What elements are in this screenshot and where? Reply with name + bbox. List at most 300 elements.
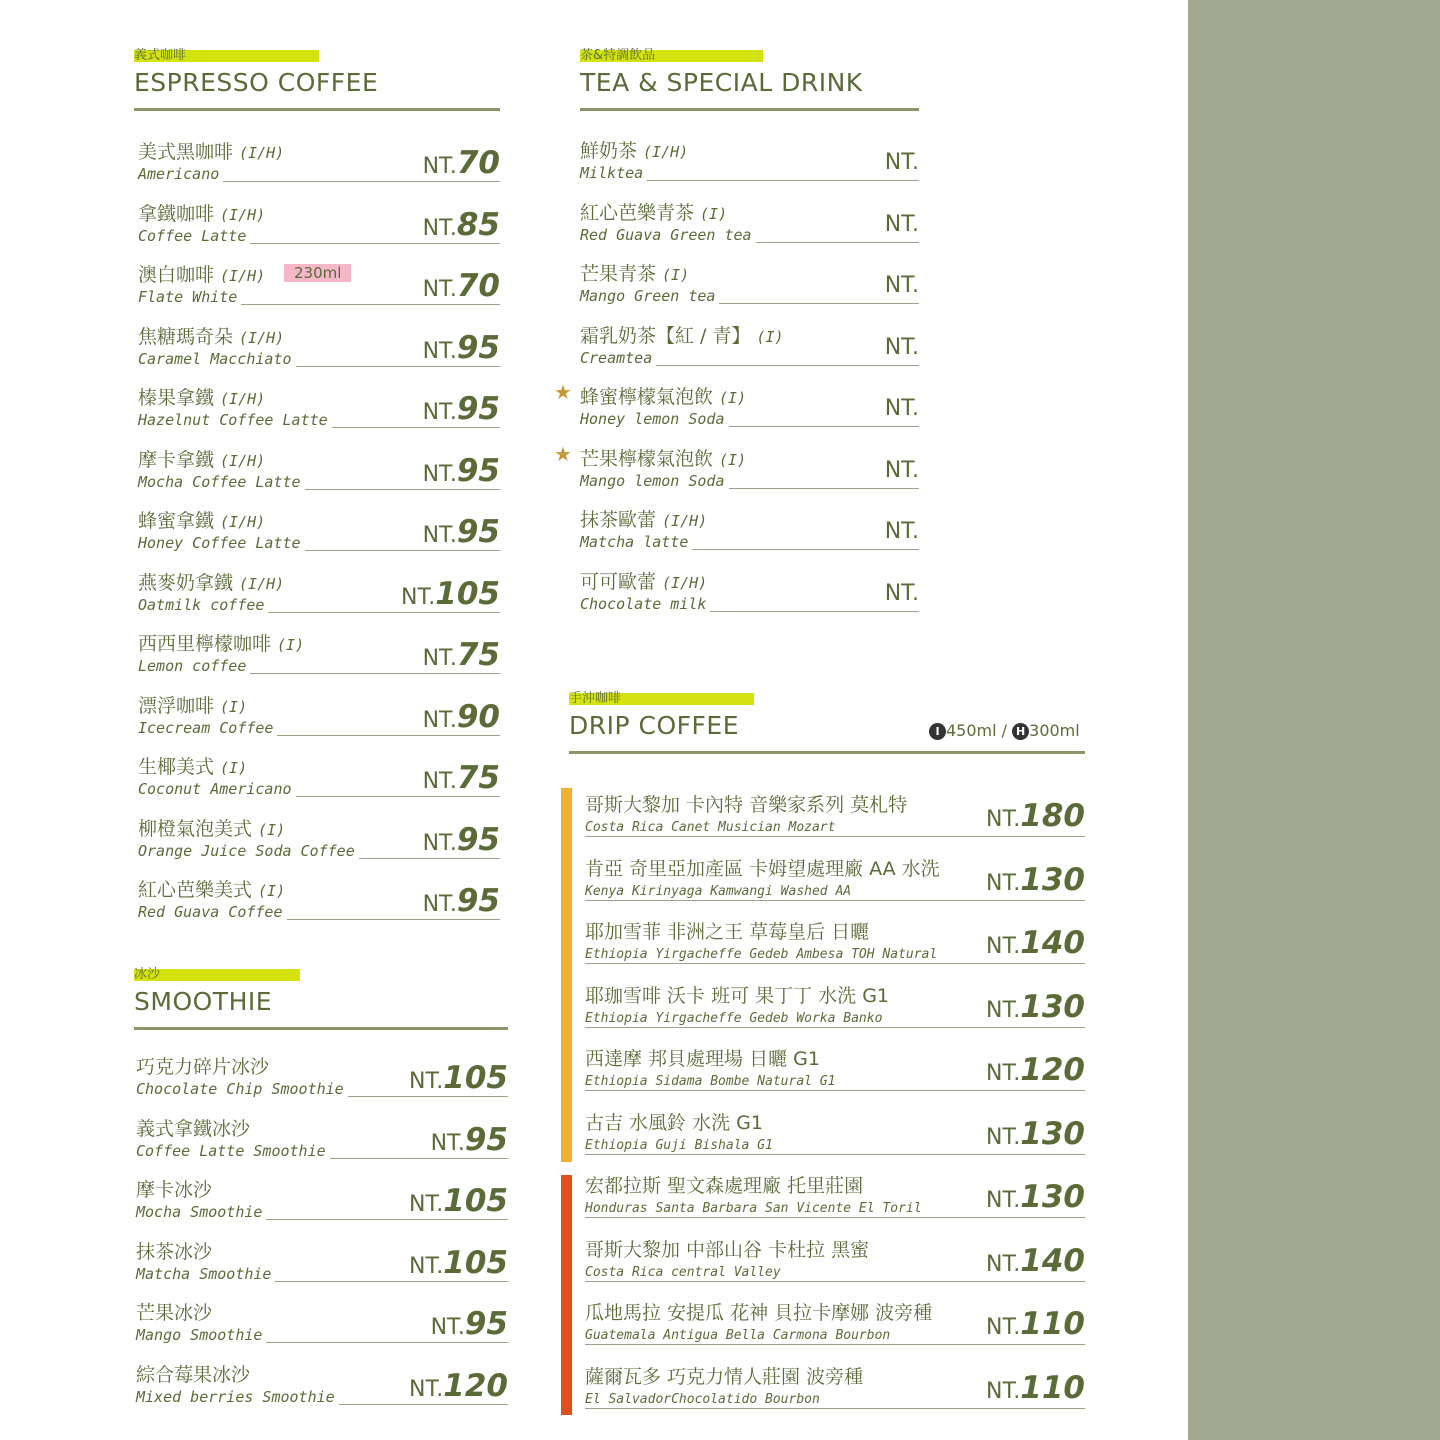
price-value: 70	[456, 145, 500, 181]
menu-item	[580, 136, 919, 194]
item-price	[405, 1368, 508, 1404]
item-name-zh	[585, 854, 940, 881]
item-name-en: Matcha Smoothie	[136, 1265, 275, 1283]
item-name-zh	[585, 1235, 869, 1262]
item-name-zh	[580, 382, 746, 409]
currency: NT.	[884, 457, 919, 483]
item-name-zh-text: 哥斯大黎加 卡內特 音樂家系列 莫札特	[585, 794, 908, 816]
item-price	[419, 699, 500, 735]
menu-item	[136, 1360, 508, 1418]
iced-icon: I	[929, 723, 946, 740]
item-name-zh-text: 西達摩 邦貝處理場 日曬 G1	[585, 1048, 820, 1070]
item-name-en: Honduras Santa Barbara San Vicente El Toril	[585, 1201, 926, 1216]
menu-item	[554, 380, 919, 440]
item-name-zh	[138, 322, 284, 349]
item-name-en: Mango Smoothie	[136, 1326, 266, 1344]
currency: NT.	[986, 934, 1021, 959]
item-name-en: Ethiopia Guji Bishala G1	[585, 1138, 777, 1153]
temp-tag: (I/H)	[643, 143, 689, 161]
temp-tag: (I/H)	[662, 512, 708, 530]
item-name-zh-text: 紅心芭樂青茶	[580, 201, 695, 224]
item-name-zh	[138, 506, 265, 533]
price-value: 180	[1020, 798, 1085, 834]
item-price	[419, 330, 500, 366]
currency: NT.	[884, 150, 919, 175]
item-name-en: Milktea	[580, 164, 647, 182]
leader-line	[585, 900, 1085, 901]
currency: NT.	[986, 1378, 1021, 1404]
currency: NT.	[409, 1253, 444, 1279]
item-name-zh	[138, 137, 284, 164]
item-name-zh-text: 耶加雪菲 非洲之王 草莓皇后 日曬	[585, 921, 870, 943]
iced-size: 450ml /	[946, 721, 1008, 740]
item-name-zh	[138, 629, 304, 656]
price-value: 75	[456, 760, 500, 796]
item-name-zh	[138, 260, 265, 287]
item-price	[982, 862, 1085, 898]
hot-icon: H	[1012, 723, 1029, 740]
temp-tag: (I)	[662, 266, 690, 284]
menu-item	[585, 790, 1085, 848]
item-name-zh	[138, 199, 265, 226]
price-value: 130	[1020, 1115, 1085, 1152]
menu-item	[138, 137, 500, 195]
divider	[134, 1027, 508, 1030]
item-name-zh-text: 薩爾瓦多 巧克力情人莊園 波旁種	[585, 1365, 864, 1388]
price-value: 110	[1020, 1369, 1085, 1406]
item-name-en: Kenya Kirinyaga Kamwangi Washed AA	[585, 884, 855, 899]
currency: NT.	[401, 584, 436, 610]
currency: NT.	[422, 338, 457, 364]
item-name-zh-text: 摩卡拿鐵	[138, 448, 215, 471]
item-name-zh	[136, 1175, 212, 1202]
item-name-zh-text: 芒果青茶	[580, 263, 657, 285]
star-icon: ★	[554, 441, 572, 466]
item-price	[881, 273, 919, 298]
price-value: 140	[1020, 1242, 1085, 1279]
leader-line	[585, 1281, 1085, 1282]
item-name-zh-text: 可可歐蕾	[580, 570, 657, 593]
item-name-zh	[136, 1052, 269, 1079]
item-name-en: Mango Green tea	[580, 287, 719, 305]
item-price	[419, 391, 500, 427]
menu-item	[138, 199, 500, 257]
item-name-zh-text: 紅心芭樂美式	[138, 879, 253, 901]
temp-tag: (I)	[719, 450, 747, 469]
item-name-zh	[580, 321, 784, 348]
item-name-zh-text: 巧克力碎片冰沙	[136, 1056, 270, 1078]
item-name-zh-text: 耶珈雪啡 沃卡 班可 果丁丁 水洗 G1	[585, 984, 890, 1007]
menu-item	[580, 259, 919, 317]
item-price	[405, 1060, 508, 1096]
currency: NT.	[422, 461, 457, 487]
item-name-zh-text: 古吉 水風鈴 水洗 G1	[585, 1111, 763, 1134]
item-price	[982, 925, 1085, 961]
item-name-zh-text: 拿鐵咖啡	[138, 202, 215, 225]
item-name-en: Honey Coffee Latte	[138, 534, 305, 552]
price-value: 70	[456, 268, 500, 304]
item-name-en: Caramel Macchiato	[138, 350, 296, 368]
leader-line	[585, 836, 1085, 837]
item-name-zh-text: 澳白咖啡	[138, 264, 215, 286]
item-name-en: Creamtea	[580, 349, 656, 367]
item-name-zh	[585, 917, 869, 944]
item-name-en: Coconut Americano	[138, 780, 296, 798]
price-value: 95	[456, 452, 500, 489]
item-name-en: Mocha Coffee Latte	[138, 473, 305, 491]
drip-group-bar	[561, 788, 572, 1162]
size-legend	[929, 721, 1080, 740]
item-price	[419, 760, 500, 796]
item-name-zh	[580, 444, 746, 471]
price-value: 95	[456, 514, 500, 550]
currency: NT.	[422, 523, 457, 548]
currency: NT.	[422, 892, 457, 917]
currency: NT.	[884, 396, 919, 421]
item-price	[982, 1306, 1085, 1342]
menu-item	[136, 1175, 508, 1233]
currency: NT.	[884, 580, 919, 606]
item-name-zh	[580, 567, 707, 594]
menu-item	[138, 506, 500, 564]
currency: NT.	[422, 707, 457, 733]
espresso-header	[134, 50, 500, 112]
menu-item	[136, 1298, 508, 1356]
item-price	[405, 1183, 508, 1219]
currency: NT.	[884, 273, 919, 298]
item-name-en: Red Guava Green tea	[580, 226, 756, 244]
menu-item	[138, 752, 500, 810]
item-name-zh-text: 肯亞 奇里亞加產區 卡姆望處理廠 AA 水洗	[585, 857, 940, 880]
item-price	[982, 1179, 1085, 1215]
item-name-en: Costa Rica central Valley	[585, 1265, 785, 1280]
item-name-zh	[585, 790, 907, 817]
currency: NT.	[422, 277, 457, 302]
item-price	[419, 207, 500, 243]
item-name-zh-text: 燕麥奶拿鐵	[138, 571, 234, 594]
item-name-zh	[138, 445, 265, 472]
item-name-zh-text: 蜂蜜檸檬氣泡飲	[580, 386, 714, 408]
item-name-zh-text: 焦糖瑪奇朵	[138, 325, 234, 348]
item-price	[881, 458, 919, 483]
temp-tag: (I/H)	[220, 451, 266, 470]
tea-header	[580, 50, 919, 112]
item-price	[427, 1122, 508, 1158]
item-name-zh	[138, 383, 265, 410]
temp-tag: (I)	[719, 389, 747, 407]
price-value: 130	[1020, 1179, 1085, 1215]
menu-item	[585, 1108, 1085, 1166]
currency: NT.	[986, 1061, 1021, 1086]
currency: NT.	[409, 1069, 444, 1094]
item-name-en: Costa Rica Canet Musician Mozart	[585, 820, 839, 835]
currency: NT.	[986, 1315, 1021, 1340]
menu-item	[138, 568, 500, 626]
item-name-en: Ethiopia Yirgacheffe Gedeb Worka Banko	[585, 1011, 886, 1026]
category-title: TEA & SPECIAL DRINK	[580, 68, 863, 97]
price-value: 105	[443, 1183, 508, 1219]
item-name-zh-text: 摩卡冰沙	[136, 1179, 213, 1201]
drip-group-bar	[561, 1175, 572, 1415]
category-zh: 義式咖啡	[134, 48, 187, 63]
item-name-en: Icecream Coffee	[138, 719, 277, 737]
menu-item	[138, 875, 500, 933]
item-name-en: Hazelnut Coffee Latte	[138, 411, 332, 429]
menu-item	[580, 505, 919, 563]
divider	[580, 108, 919, 111]
menu-item	[585, 854, 1085, 912]
price-value: 120	[443, 1367, 508, 1404]
item-name-zh-text: 霜乳奶茶【紅 / 青】	[580, 324, 751, 347]
item-name-en: El SalvadorChocolatido Bourbon	[585, 1392, 824, 1407]
currency: NT.	[884, 211, 919, 237]
star-icon: ★	[554, 380, 572, 404]
price-value: 130	[1020, 861, 1085, 898]
temp-tag: (I/H)	[239, 144, 285, 162]
item-name-zh	[585, 1362, 863, 1389]
currency: NT.	[422, 830, 457, 856]
menu-item	[585, 981, 1085, 1039]
currency: NT.	[986, 870, 1021, 896]
item-name-en: Mocha Smoothie	[136, 1203, 266, 1221]
leader-line	[585, 963, 1085, 964]
item-price	[419, 883, 500, 919]
item-name-zh-text: 綜合莓果冰沙	[136, 1363, 251, 1386]
smoothie-header	[134, 969, 508, 1031]
right-sidebar-panel	[1188, 0, 1440, 1440]
temp-tag: (I/H)	[220, 513, 266, 531]
price-value: 140	[1020, 925, 1085, 961]
temp-tag: (I)	[277, 636, 305, 654]
price-value: 130	[1020, 988, 1085, 1025]
item-price	[982, 1370, 1085, 1406]
currency: NT.	[430, 1130, 465, 1156]
item-name-zh-text: 芒果檸檬氣泡飲	[580, 447, 714, 470]
item-name-en: Honey lemon Soda	[580, 410, 729, 428]
item-name-en: Mango lemon Soda	[580, 472, 729, 490]
item-name-zh	[136, 1298, 212, 1325]
menu-item	[138, 322, 500, 380]
temp-tag: (I/H)	[220, 205, 266, 224]
currency: NT.	[422, 646, 457, 671]
divider	[569, 751, 1085, 754]
menu-item	[136, 1114, 508, 1172]
leader-line	[585, 1217, 1085, 1218]
currency: NT.	[422, 154, 457, 179]
item-price	[982, 798, 1085, 834]
item-price	[419, 453, 500, 489]
item-name-zh-text: 宏都拉斯 聖文森處理廠 托里莊園	[585, 1175, 864, 1197]
item-name-zh-text: 抹茶冰沙	[136, 1240, 213, 1263]
item-price	[419, 637, 500, 673]
menu-item	[138, 629, 500, 687]
temp-tag: (I)	[258, 882, 286, 900]
category-title: SMOOTHIE	[134, 987, 273, 1016]
currency: NT.	[986, 1124, 1021, 1150]
size-badge: 230ml	[284, 264, 351, 282]
price-value: 110	[1020, 1306, 1085, 1342]
item-name-zh-text: 蜂蜜拿鐵	[138, 510, 215, 532]
item-price	[982, 1243, 1085, 1279]
menu-item	[580, 567, 919, 625]
item-name-zh-text: 西西里檸檬咖啡	[138, 633, 272, 655]
item-price	[419, 268, 500, 304]
item-price	[427, 1306, 508, 1342]
item-price	[881, 150, 919, 175]
menu-item	[585, 1044, 1085, 1102]
item-name-zh	[138, 752, 247, 779]
item-name-zh	[138, 814, 285, 841]
item-name-en: Lemon coffee	[138, 657, 250, 675]
category-title: ESPRESSO COFFEE	[134, 68, 379, 97]
item-name-zh	[580, 259, 689, 286]
menu-item	[136, 1237, 508, 1295]
item-name-en: Chocolate milk	[580, 595, 710, 613]
item-name-en: Ethiopia Yirgacheffe Gedeb Ambesa TOH Natural	[585, 947, 941, 962]
item-price	[419, 822, 500, 858]
temp-tag: (I/H)	[239, 574, 285, 593]
item-name-zh	[580, 198, 727, 225]
item-name-zh-text: 抹茶歐蕾	[580, 509, 657, 531]
menu-item	[138, 445, 500, 503]
item-name-zh-text: 義式拿鐵冰沙	[136, 1117, 251, 1140]
menu-item	[138, 383, 500, 441]
item-name-en: Orange Juice Soda Coffee	[138, 842, 359, 860]
item-price	[881, 581, 919, 606]
currency: NT.	[430, 1315, 465, 1340]
item-name-zh	[136, 1237, 212, 1264]
currency: NT.	[986, 1188, 1021, 1213]
leader-line	[585, 1344, 1085, 1345]
currency: NT.	[422, 215, 457, 241]
item-name-zh	[585, 1171, 863, 1198]
item-name-en: Oatmilk coffee	[138, 596, 268, 614]
hot-size: 300ml	[1029, 721, 1080, 740]
item-name-zh	[585, 981, 889, 1008]
item-name-zh-text: 生椰美式	[138, 756, 215, 778]
leader-line	[585, 1408, 1085, 1409]
currency: NT.	[409, 1192, 444, 1217]
currency: NT.	[986, 997, 1021, 1023]
price-value: 95	[464, 1121, 508, 1158]
temp-tag: (I)	[700, 204, 728, 223]
item-price	[405, 1245, 508, 1281]
price-value: 95	[456, 821, 500, 858]
currency: NT.	[884, 334, 919, 360]
temp-tag: (I)	[258, 820, 286, 839]
leader-line	[585, 1090, 1085, 1091]
item-name-zh	[585, 1044, 820, 1071]
item-name-zh	[138, 875, 285, 902]
item-price	[881, 335, 919, 360]
menu-item	[585, 917, 1085, 975]
menu-item	[580, 321, 919, 379]
item-name-zh	[585, 1108, 763, 1135]
item-name-zh-text: 哥斯大黎加 中部山谷 卡杜拉 黑蜜	[585, 1238, 870, 1261]
menu-item	[585, 1171, 1085, 1229]
item-price	[982, 1116, 1085, 1152]
price-value: 105	[443, 1060, 508, 1096]
temp-tag: (I)	[220, 759, 248, 777]
menu-item	[585, 1362, 1085, 1420]
leader-line	[585, 1027, 1085, 1028]
price-value: 95	[456, 329, 500, 366]
item-price	[982, 989, 1085, 1025]
price-value: 95	[456, 391, 500, 427]
item-name-en: Americano	[138, 165, 223, 183]
price-value: 120	[1020, 1052, 1085, 1088]
item-name-zh-text: 榛果拿鐵	[138, 387, 215, 409]
item-name-zh	[580, 505, 707, 532]
item-name-en: Matcha latte	[580, 533, 692, 551]
price-value: 95	[456, 883, 500, 919]
item-name-zh-text: 柳橙氣泡美式	[138, 817, 253, 840]
menu-item	[580, 198, 919, 256]
item-name-en: Chocolate Chip Smoothie	[136, 1080, 348, 1098]
menu-item	[138, 260, 500, 318]
item-name-zh-text: 美式黑咖啡	[138, 141, 234, 163]
item-name-en: Red Guava Coffee	[138, 903, 287, 921]
item-name-zh-text: 漂浮咖啡	[138, 694, 215, 717]
item-name-zh-text: 芒果冰沙	[136, 1302, 213, 1324]
price-value: 105	[435, 575, 500, 612]
item-name-zh	[585, 1298, 932, 1325]
item-price	[881, 519, 919, 544]
item-name-zh	[138, 691, 247, 718]
item-name-en: Guatemala Antigua Bella Carmona Bourbon	[585, 1328, 894, 1343]
item-name-en: Ethiopia Sidama Bombe Natural G1	[585, 1074, 839, 1089]
item-name-zh-text: 鮮奶茶	[580, 140, 638, 162]
currency: NT.	[986, 1251, 1021, 1277]
item-price	[419, 514, 500, 550]
menu-item	[585, 1235, 1085, 1293]
item-price	[397, 576, 500, 612]
price-value: 75	[456, 637, 500, 673]
temp-tag: (I/H)	[220, 267, 266, 285]
menu-item	[554, 441, 919, 502]
menu-item	[585, 1298, 1085, 1356]
item-name-zh	[580, 136, 688, 163]
item-name-en: Flate White	[138, 288, 241, 306]
price-value: 95	[464, 1306, 508, 1342]
divider	[134, 108, 500, 111]
item-price	[881, 396, 919, 421]
menu-item	[136, 1052, 508, 1110]
menu-item	[138, 814, 500, 872]
temp-tag: (I/H)	[220, 390, 266, 408]
item-price	[419, 145, 500, 181]
price-value: 90	[456, 698, 500, 735]
temp-tag: (I)	[756, 327, 784, 346]
item-name-en: Coffee Latte Smoothie	[136, 1142, 330, 1160]
price-value: 85	[456, 206, 500, 243]
currency: NT.	[409, 1376, 444, 1402]
currency: NT.	[422, 769, 457, 794]
menu-item	[138, 691, 500, 749]
category-zh: 冰沙	[134, 967, 161, 982]
item-name-en: Mixed berries Smoothie	[136, 1388, 339, 1406]
item-name-zh	[136, 1114, 250, 1141]
item-price	[881, 212, 919, 237]
item-name-zh-text: 瓜地馬拉 安提瓜 花神 貝拉卡摩娜 波旁種	[585, 1302, 933, 1324]
item-name-zh	[138, 568, 284, 595]
leader-line	[585, 1154, 1085, 1155]
category-title: DRIP COFFEE	[569, 711, 740, 740]
category-zh: 手沖咖啡	[569, 691, 622, 706]
price-value: 105	[443, 1244, 508, 1281]
temp-tag: (I/H)	[662, 573, 708, 592]
item-name-en: Coffee Latte	[138, 227, 250, 245]
